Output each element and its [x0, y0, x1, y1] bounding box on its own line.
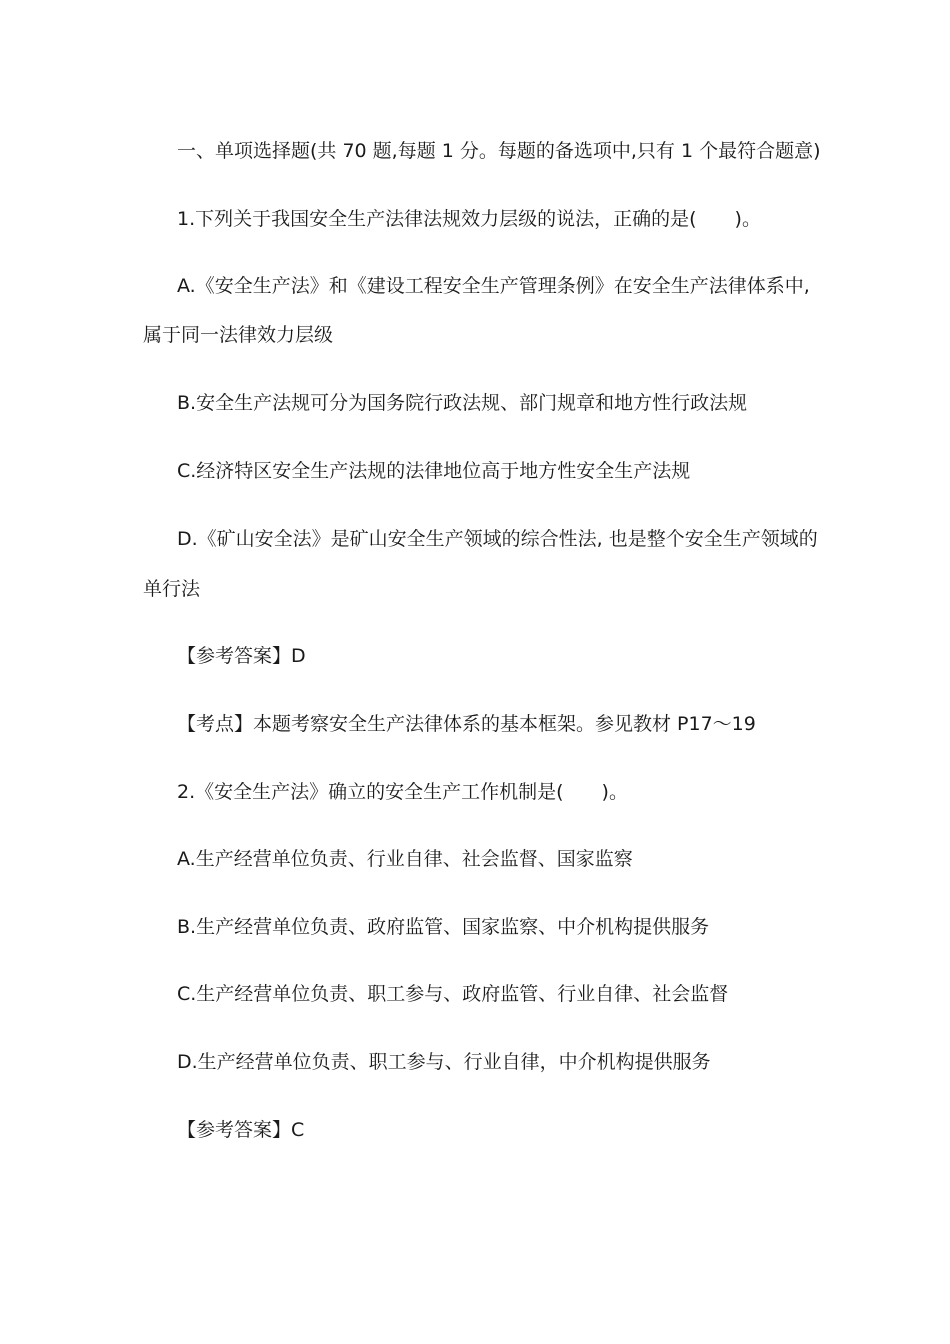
question-1-option-c: C.经济特区安全生产法规的法律地位高于地方性安全生产法规 — [177, 460, 691, 482]
question-1-answer: 【参考答案】D — [177, 645, 306, 667]
question-2-option-c: C.生产经营单位负责、职工参与、政府监管、行业自律、社会监督 — [177, 983, 729, 1005]
question-1-option-a: A.《安全生产法》和《建设工程安全生产管理条例》在安全生产法律体系中, — [177, 275, 810, 297]
question-1-option-a-continued: 属于同一法律效力层级 — [143, 324, 334, 346]
question-2-option-b: B.生产经营单位负责、政府监管、国家监察、中介机构提供服务 — [177, 916, 710, 938]
question-1-option-d-continued: 单行法 — [143, 578, 201, 600]
question-1-stem: 1.下列关于我国安全生产法律法规效力层级的说法，正确的是( )。 — [177, 208, 761, 230]
question-2-option-a: A.生产经营单位负责、行业自律、社会监督、国家监察 — [177, 848, 633, 870]
question-1-option-d: D.《矿山安全法》是矿山安全生产领域的综合性法, 也是整个安全生产领域的 — [177, 528, 818, 550]
section-heading: 一、单项选择题(共 70 题,每题 1 分。每题的备选项中,只有 1 个最符合题意) — [177, 140, 821, 162]
question-1-option-b: B.安全生产法规可分为国务院行政法规、部门规章和地方性行政法规 — [177, 392, 748, 414]
question-2-answer: 【参考答案】C — [177, 1119, 305, 1141]
question-1-keypoint: 【考点】本题考察安全生产法律体系的基本框架。参见教材 P17～19 — [177, 713, 756, 735]
question-2-stem: 2.《安全生产法》确立的安全生产工作机制是( )。 — [177, 781, 628, 803]
question-2-option-d: D.生产经营单位负责、职工参与、行业自律，中介机构提供服务 — [177, 1051, 711, 1073]
